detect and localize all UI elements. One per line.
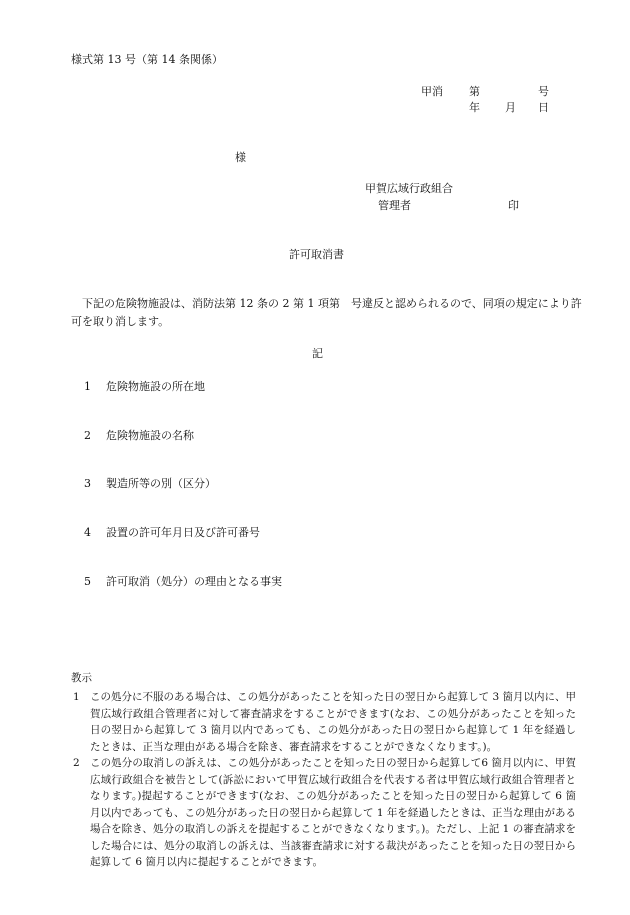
date-year: 年 — [469, 101, 480, 114]
item-label: 製造所等の別（区分） — [106, 477, 216, 490]
issuer-organization: 甲賀広域行政組合 — [365, 182, 453, 195]
item-label: 許可取消（処分）の理由となる事実 — [106, 575, 282, 588]
item-number: 1 — [84, 380, 91, 393]
doc-number-go: 号 — [538, 85, 549, 98]
kyoji-heading: 教示 — [71, 672, 92, 684]
document-title: 許可取消書 — [289, 248, 344, 261]
doc-number-dai: 第 — [469, 85, 480, 98]
item-2 — [84, 430, 194, 441]
note-number: 1 — [73, 691, 80, 703]
item-label: 危険物施設の所在地 — [106, 380, 205, 393]
item-1 — [84, 381, 205, 392]
issuer-seal: 印 — [508, 199, 519, 212]
note-text: この処分の取消しの訴えは、この処分があったことを知った日の翌日から起算して6 箇月以内に、甲賀広域行政組合を被告として(訴訟において甲賀広域行政組合を代表する者は甲賀広域行政組合管理者となります。)提起することができます(なお、この処分があったことを知った日の翌日から起算して 6 箇月以内であっても、この処分があった日の翌日から起算して 1 年を経過したときは、正当な理由がある場合を除き、処分の取消しの訴えを提起することができなくなります。)。ただし、上記 1 の審査請求をした場合には、処分の取消しの訴えは、当該審査請求に対する裁決があったことを知った日の翌日から起算して 6 箇月以内に提起することができます。 — [90, 757, 576, 868]
ki-heading: 記 — [312, 347, 323, 360]
item-number: 3 — [84, 477, 91, 490]
note-number: 2 — [73, 757, 80, 769]
form-number: 様式第 13 号（第 14 条関係） — [71, 53, 223, 66]
issuer-title: 管理者 — [378, 199, 411, 212]
date-month: 月 — [505, 101, 516, 114]
kyoji-note-1 — [73, 689, 576, 755]
item-number: 2 — [84, 429, 91, 442]
item-label: 設置の許可年月日及び許可番号 — [106, 526, 260, 539]
item-3 — [84, 478, 216, 489]
item-label: 危険物施設の名称 — [106, 429, 194, 442]
date-day: 日 — [538, 101, 549, 114]
recipient-suffix: 様 — [235, 151, 246, 164]
body-paragraph: 下記の危険物施設は、消防法第 12 条の 2 第 1 項第 号違反と認められるので、同項の規定により許可を取り消します。 — [71, 297, 582, 328]
item-5 — [84, 576, 282, 587]
kyoji-note-2 — [73, 755, 576, 871]
note-text: この処分に不服のある場合は、この処分があったことを知った日の翌日から起算して 3 箇月以内に、甲賀広域行政組合管理者に対して審査請求をすることができます(なお、この処分があったことを知った日の翌日から起算して 3 箇月以内であっても、この処分があった日の翌日から起算して 1 年を経過したときは、正当な理由がある場合を除き、審査請求をすることができなくなります。)。 — [90, 691, 576, 753]
item-number: 5 — [84, 575, 91, 588]
item-number: 4 — [84, 526, 91, 539]
item-4 — [84, 527, 260, 538]
doc-number-prefix: 甲消 — [421, 85, 443, 98]
